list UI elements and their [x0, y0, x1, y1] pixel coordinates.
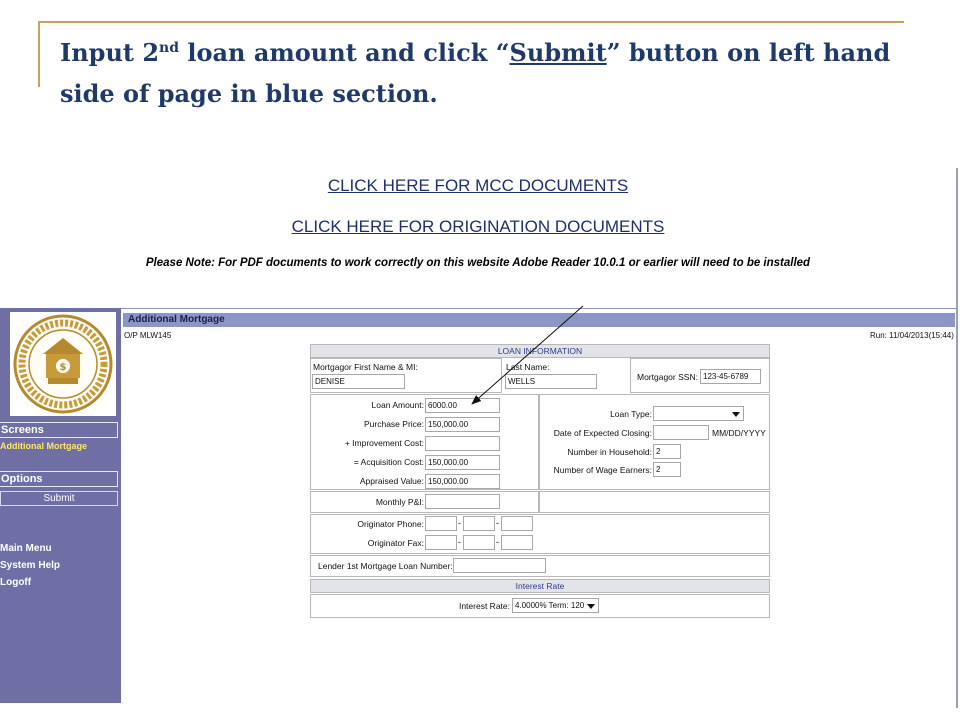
pdf-note: Please Note: For PDF documents to work correctly on this website Adobe Reader 10.0.1 or earlier will need to be installed — [145, 257, 811, 269]
interest-rate-label: Interest Rate: — [458, 601, 510, 611]
sidebar-item-additional-mortgage[interactable]: Additional Mortgage — [0, 441, 87, 451]
origination-documents-link[interactable]: CLICK HERE FOR ORIGINATION DOCUMENTS — [291, 217, 665, 236]
monthly-pi-label: Monthly P&I: — [375, 497, 424, 507]
instruction-superscript: nd — [159, 40, 180, 56]
first-name-field[interactable]: DENISE — [312, 374, 405, 389]
lender-loan-label: Lender 1st Mortgage Loan Number: — [318, 561, 453, 571]
instruction-text-3: ” button on left hand side of page in blue section. — [60, 38, 891, 108]
program-id: O/P MLW145 — [124, 331, 172, 340]
household-input[interactable]: 2 — [653, 444, 681, 459]
mcc-documents-link[interactable]: CLICK HERE FOR MCC DOCUMENTS — [327, 176, 629, 195]
wage-earners-input[interactable]: 2 — [653, 462, 681, 477]
improvement-cost-label: + Improvement Cost: — [344, 438, 424, 448]
loan-amount-label: Loan Amount: — [371, 400, 424, 410]
originator-phone-label: Originator Phone: — [357, 519, 424, 529]
originator-fax-label: Originator Fax: — [367, 538, 424, 548]
closing-date-label: Date of Expected Closing: — [553, 428, 652, 438]
acquisition-cost-label: = Acquisition Cost: — [353, 457, 424, 467]
instruction-text-2: loan amount and click “ — [179, 38, 510, 67]
interest-rate-header: Interest Rate — [310, 579, 770, 593]
acquisition-cost-input[interactable]: 150,000.00 — [425, 455, 500, 470]
screens-section-header: Screens — [0, 422, 118, 438]
loan-type-label: Loan Type: — [610, 409, 652, 419]
options-section-header: Options — [0, 471, 118, 487]
page-title: Additional Mortgage — [123, 313, 955, 327]
nav-system-help[interactable]: System Help — [0, 560, 61, 571]
instruction-text-1: Input 2 — [60, 38, 160, 67]
submit-button[interactable]: Submit — [0, 491, 118, 506]
wage-earners-label: Number of Wage Earners: — [553, 465, 652, 475]
appraised-value-label: Appraised Value: — [359, 476, 424, 486]
first-name-label: Mortgagor First Name & MI: — [313, 362, 418, 372]
appraised-value-input[interactable]: 150,000.00 — [425, 474, 500, 489]
phone-dash-2: - — [496, 518, 499, 528]
nav-logoff[interactable]: Logoff — [0, 577, 32, 588]
fax-dash-2: - — [496, 537, 499, 547]
ssn-field[interactable]: 123-45-6789 — [700, 369, 761, 384]
purchase-price-label: Purchase Price: — [364, 419, 424, 429]
loan-information-header: LOAN INFORMATION — [310, 344, 770, 358]
svg-text:$: $ — [59, 362, 67, 373]
loan-amount-input[interactable]: 6000.00 — [425, 398, 500, 413]
nav-main-menu[interactable]: Main Menu — [0, 543, 52, 554]
fax-dash-1: - — [458, 537, 461, 547]
last-name-field[interactable]: WELLS — [505, 374, 597, 389]
instruction-submit-word: Submit — [509, 38, 607, 67]
run-timestamp: Run: 11/04/2013(15:44) — [870, 331, 954, 340]
purchase-price-input[interactable]: 150,000.00 — [425, 417, 500, 432]
phone-dash-1: - — [458, 518, 461, 528]
last-name-label: Last Name: — [506, 362, 550, 372]
ssn-label: Mortgagor SSN: — [637, 372, 698, 382]
closing-date-format: MM/DD/YYYY — [712, 428, 766, 438]
household-label: Number in Household: — [567, 447, 652, 457]
interest-rate-value: 4.0000% Term: 120 — [515, 601, 585, 610]
